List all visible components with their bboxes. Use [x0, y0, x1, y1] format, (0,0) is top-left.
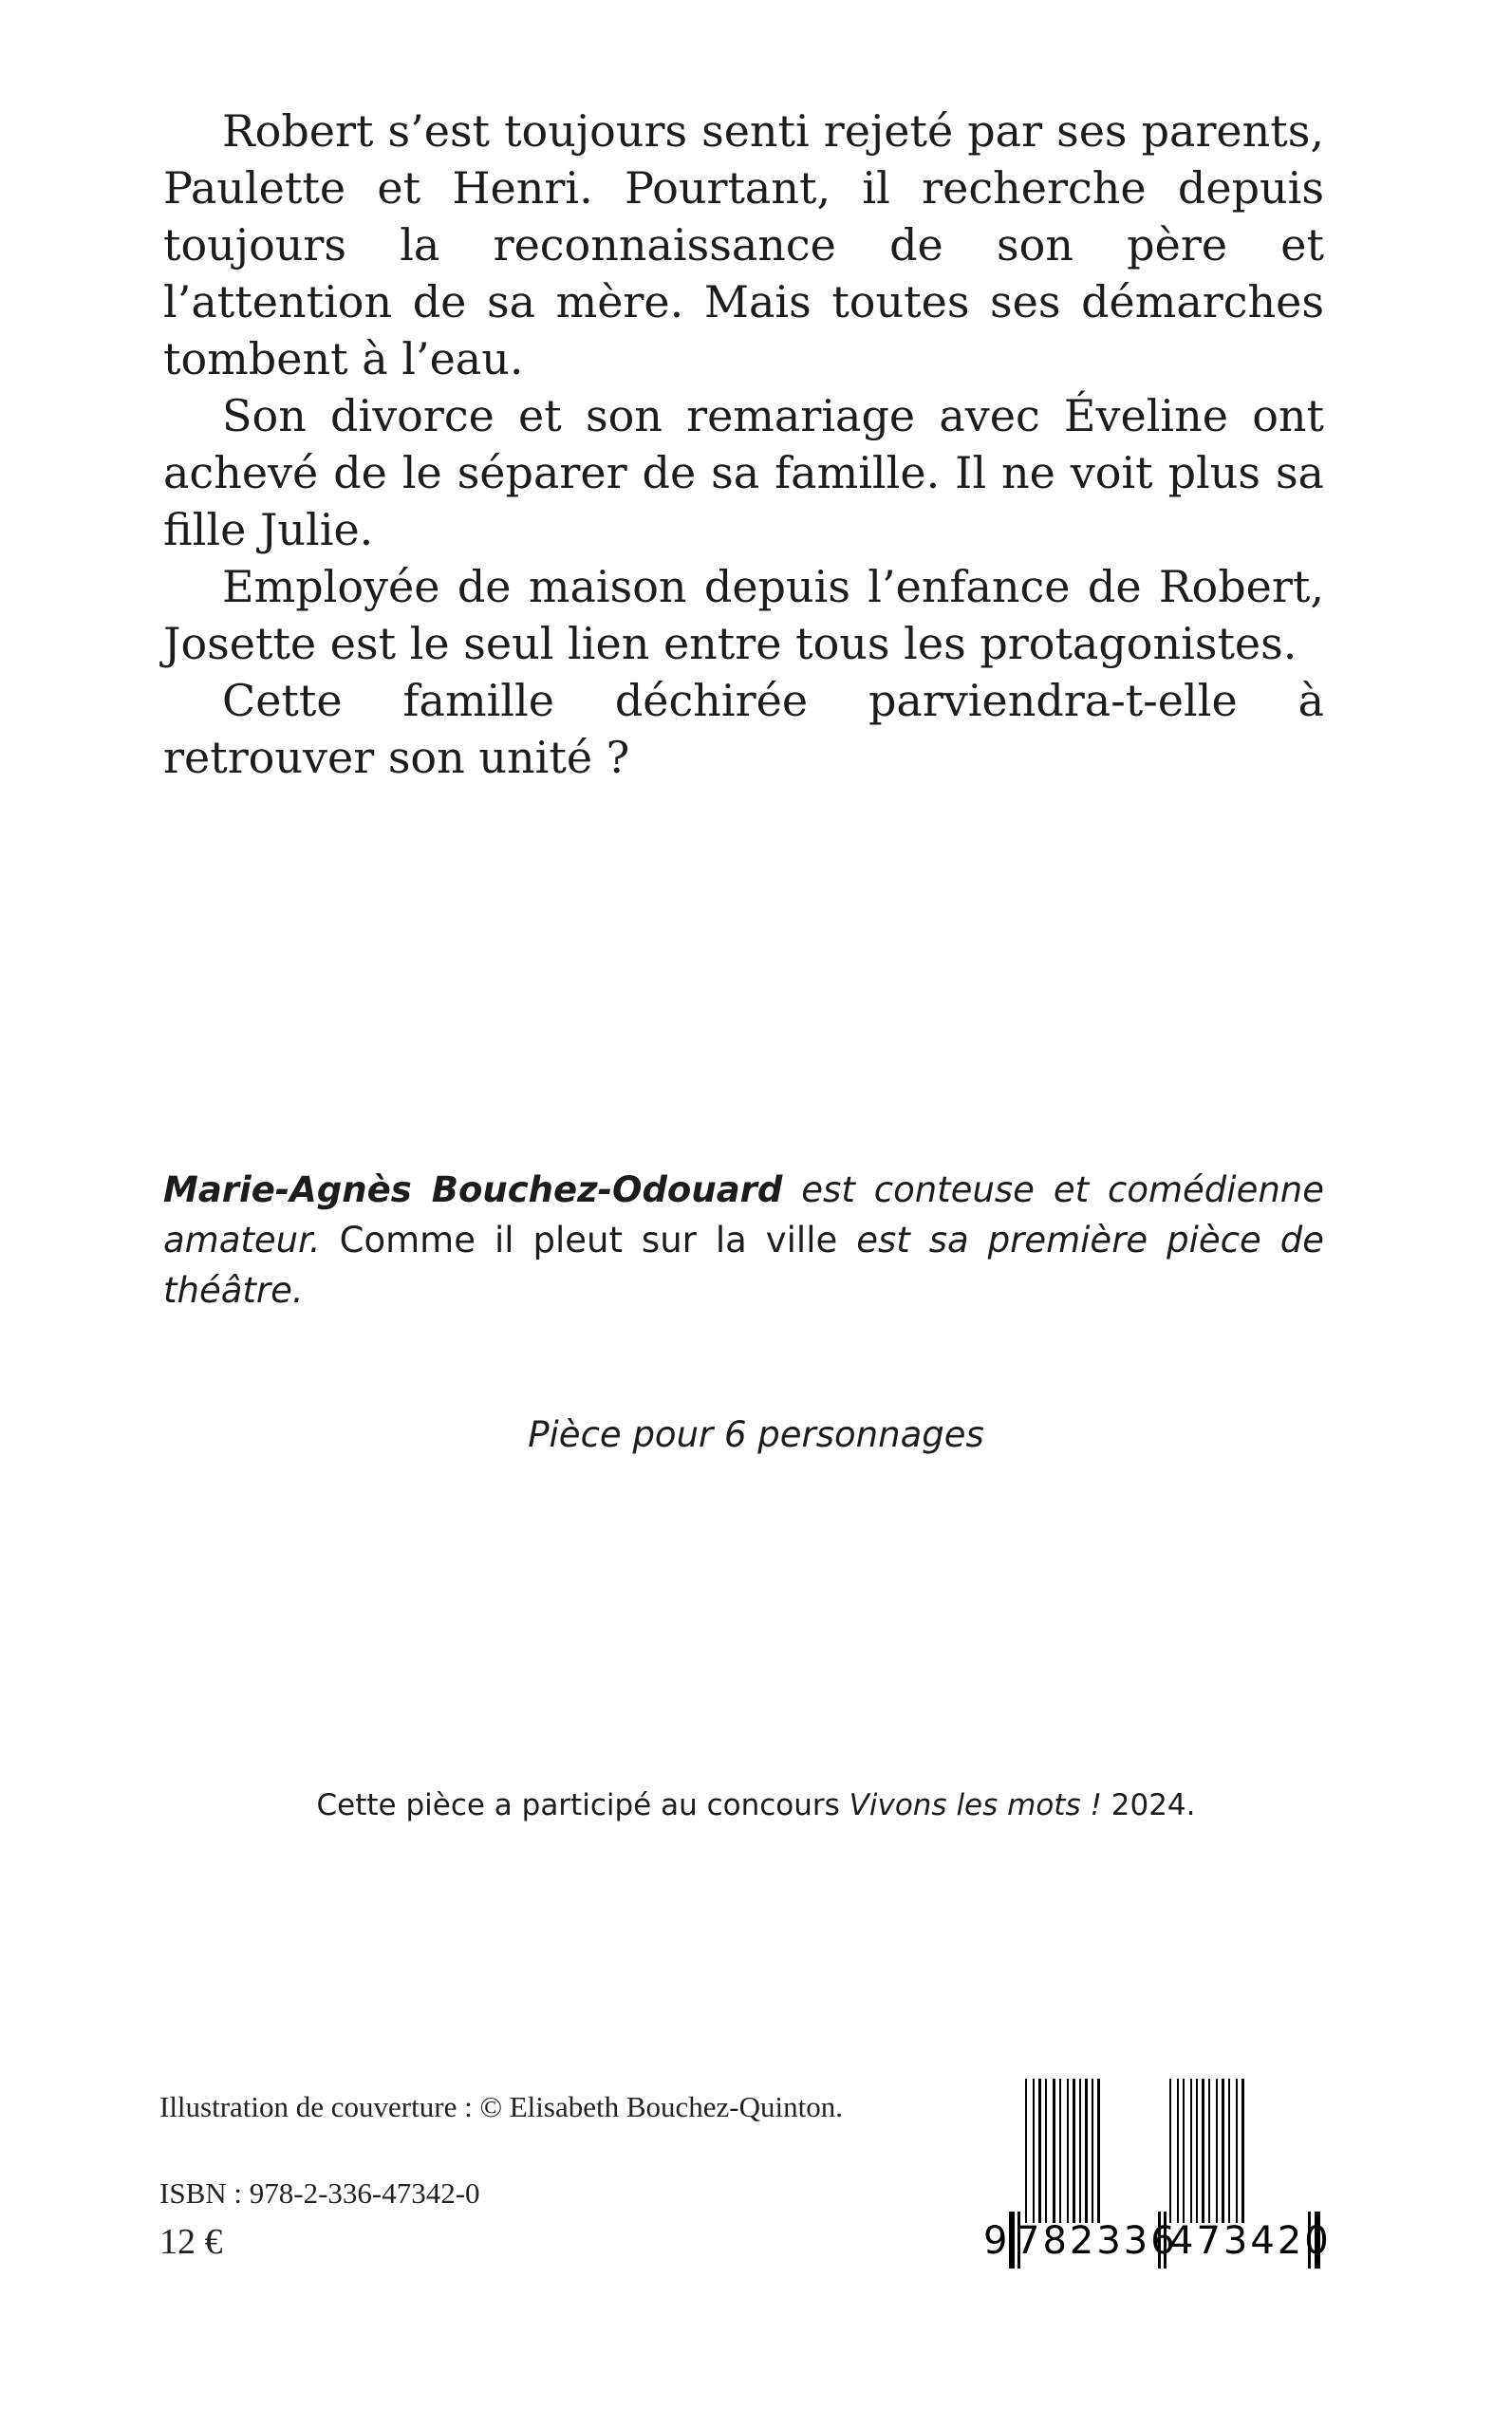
contest-name: Vivons les mots ! — [849, 1788, 1102, 1822]
author-name: Marie-Agnès Bouchez-Odouard — [163, 1169, 783, 1210]
blurb-paragraph-2: Son divorce et son remariage avec Éveline ont achevé de le séparer de sa famille. Il ne voit plus sa fille Julie. — [163, 390, 1324, 555]
cover-illustration-credit: Illustration de couverture : © Elisabeth Bouchez-Quinton. — [159, 2090, 843, 2123]
contest-prefix: Cette pièce a participé au concours — [316, 1788, 840, 1822]
price: 12 € — [159, 2222, 223, 2262]
barcode-right-digits: 473420 — [1169, 2219, 1332, 2263]
author-bio-text — [163, 1165, 1324, 1316]
play-title: Comme il pleut sur la ville — [339, 1220, 838, 1261]
author-bio — [163, 1165, 1324, 1316]
bio-text-part-1: est conteuse et comédienne amateur. — [163, 1169, 1324, 1261]
isbn-number: ISBN : 978-2-336-47342-0 — [159, 2176, 480, 2210]
blurb-paragraph-4: Cette famille déchirée parviendra-t-elle à retrouver son unité ? — [163, 675, 1324, 783]
character-count: Pièce pour 6 personnages — [528, 1414, 984, 1455]
contest-year: 2024. — [1111, 1788, 1196, 1822]
bio-text-part-2: est sa première pièce de théâtre. — [163, 1220, 1324, 1311]
back-cover-blurb — [163, 103, 1324, 786]
barcode-left-digits: 782336 — [1016, 2219, 1178, 2263]
contest-note — [0, 1784, 1512, 1826]
barcode-lead-digit: 9 — [983, 2219, 1008, 2263]
blurb-paragraph-1: Robert s’est toujours senti rejeté par ses parents, Paulette et Henri. Pourtant, il recherche depuis toujours la reconnaissance de son père et l’attention de sa mère. Mais toutes ses démarches tombent à l’eau. — [163, 105, 1324, 384]
blurb-paragraph-3: Employée de maison depuis l’enfance de Robert, Josette est le seul lien entre tous les protagonistes. — [163, 561, 1324, 669]
